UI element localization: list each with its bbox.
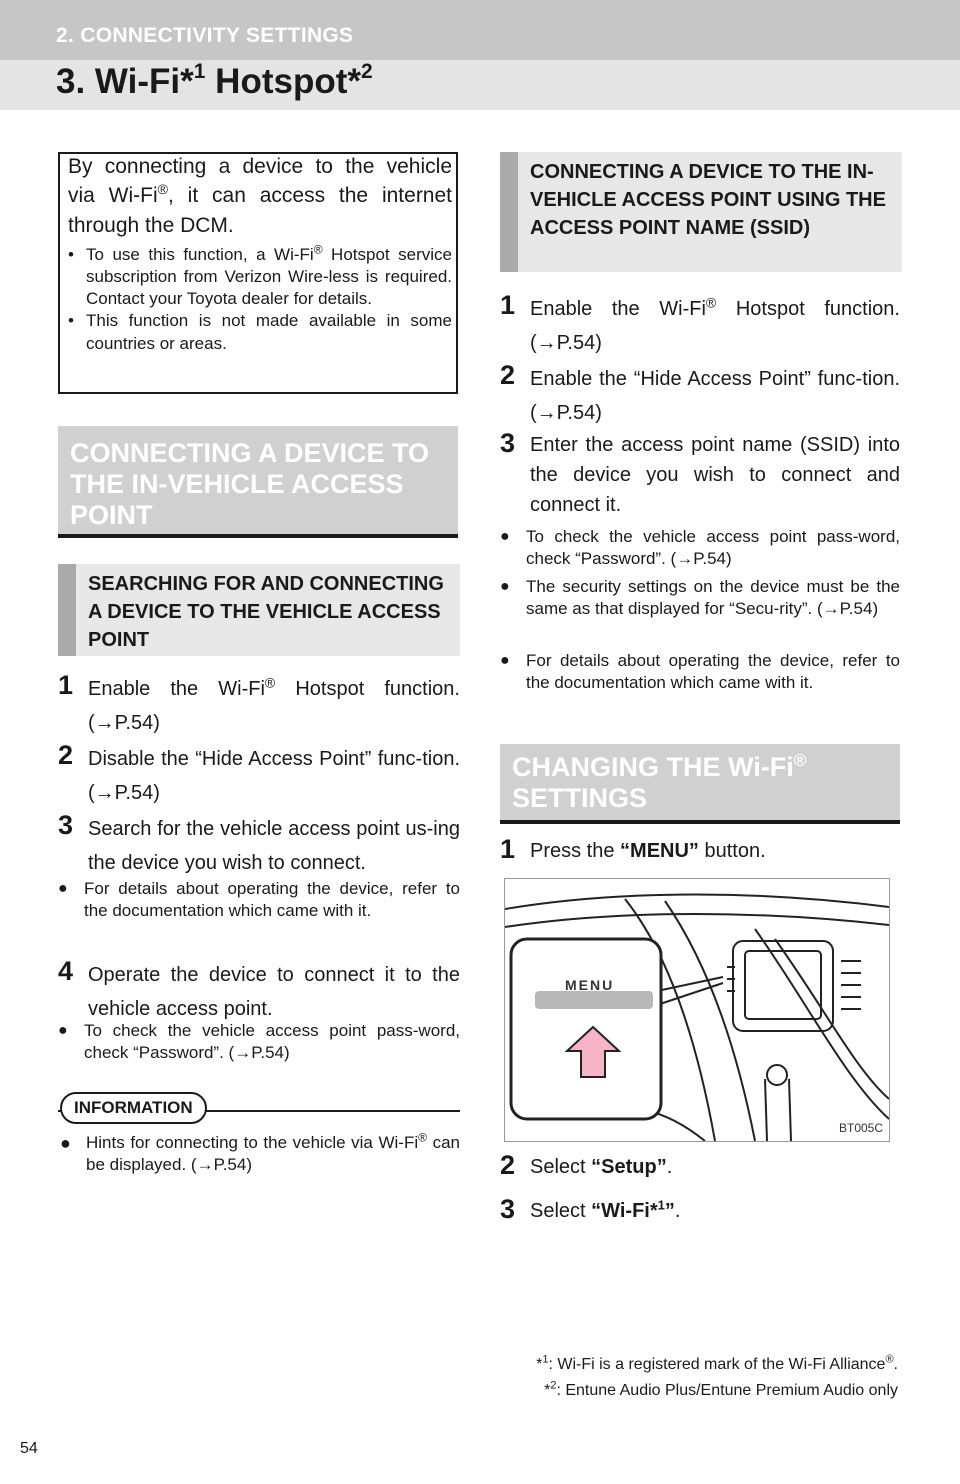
footnote-1: *$^1$: Wi-Fi is a registered mark of the Wi-Fi Alliance®. — [536, 1353, 898, 1373]
subheading-bar — [500, 152, 518, 272]
left-step-1: 1 Enable the Wi-Fi® Hotspot function. (→P.54) — [58, 670, 460, 734]
illustration-menu-label: MENU — [565, 977, 615, 993]
intro-box — [58, 152, 458, 394]
information-label: INFORMATION — [60, 1092, 207, 1124]
heading-connecting-device: CONNECTING A DEVICE TO THE IN-VEHICLE ACCESS POINT — [58, 426, 458, 538]
illustration-code: BT005C — [839, 1121, 884, 1135]
section-label: 2. CONNECTIVITY SETTINGS — [56, 24, 354, 47]
right-step-3: 3 Enter the access point name (SSID) into the device you wish to connect and connect it. — [500, 428, 900, 516]
dashboard-illustration — [504, 878, 890, 1142]
right-step-setup: 2 Select “Setup”. — [500, 1150, 673, 1180]
page-title: 3. Wi-Fi*$^1$ Hotspot*$^2$ — [56, 60, 373, 101]
left-step-4: 4 Operate the device to connect it to the vehicle access point. — [58, 956, 460, 1020]
subheading-ssid: CONNECTING A DEVICE TO THE IN-VEHICLE ACCESS POINT USING THE ACCESS POINT NAME (SSID) — [500, 152, 902, 272]
intro-line3: through the DCM. — [68, 213, 234, 237]
left-bullet-details: ● For details about operating the device, refer to the documentation which came with it. — [58, 879, 460, 920]
intro-line1: By connecting a device to the vehicle — [68, 155, 452, 178]
right-bullet-security: ● The security settings on the device must be the same as that displayed for “Secu-rity”. (→P.54) — [500, 577, 900, 618]
left-step-2: 2 Disable the “Hide Access Point” func-tion. (→P.54) — [58, 740, 460, 804]
left-bullet-password: ● To check the vehicle access point pass-word, check “Password”. (→P.54) — [58, 1021, 460, 1062]
subheading-searching: SEARCHING FOR AND CONNECTING A DEVICE TO THE VEHICLE ACCESS POINT — [58, 564, 460, 656]
right-step-1: 1 Enable the Wi-Fi® Hotspot function. (→P.54) — [500, 290, 900, 354]
right-bullet-password: ● To check the vehicle access point pass-word, check “Password”. (→P.54) — [500, 527, 900, 568]
info-bullet-hints: ● Hints for connecting to the vehicle via Wi-Fi® can be displayed. (→P.54) — [60, 1130, 460, 1174]
right-step-menu: 1 Press the “MENU” button. — [500, 834, 766, 864]
intro-bullet-availability: • This function is not made available in some countries or areas. — [68, 311, 452, 353]
subheading-bar — [58, 564, 76, 656]
right-step-wifi: 3 Select “Wi-Fi*$^1$”. — [500, 1194, 681, 1224]
page-number: 54 — [20, 1440, 38, 1457]
left-step-3: 3 Search for the vehicle access point us-ing the device you wish to connect. — [58, 810, 460, 874]
dashboard-drawing — [505, 879, 889, 1141]
right-bullet-details: ● For details about operating the device, refer to the documentation which came with it. — [500, 651, 900, 692]
intro-bullet-subscription: • To use this function, a Wi-Fi® Hotspot service subscription from Verizon Wire-less is required. Contact your Toyota dealer for details. — [68, 242, 452, 309]
heading-changing-wifi: CHANGING THE Wi-Fi® SETTINGS — [500, 744, 900, 824]
footnote-2: *$^2$: Entune Audio Plus/Entune Premium Audio only — [544, 1379, 898, 1399]
right-step-2: 2 Enable the “Hide Access Point” func-tion. (→P.54) — [500, 360, 900, 424]
intro-line2: via Wi-Fi®, it can access the internet — [68, 181, 452, 208]
